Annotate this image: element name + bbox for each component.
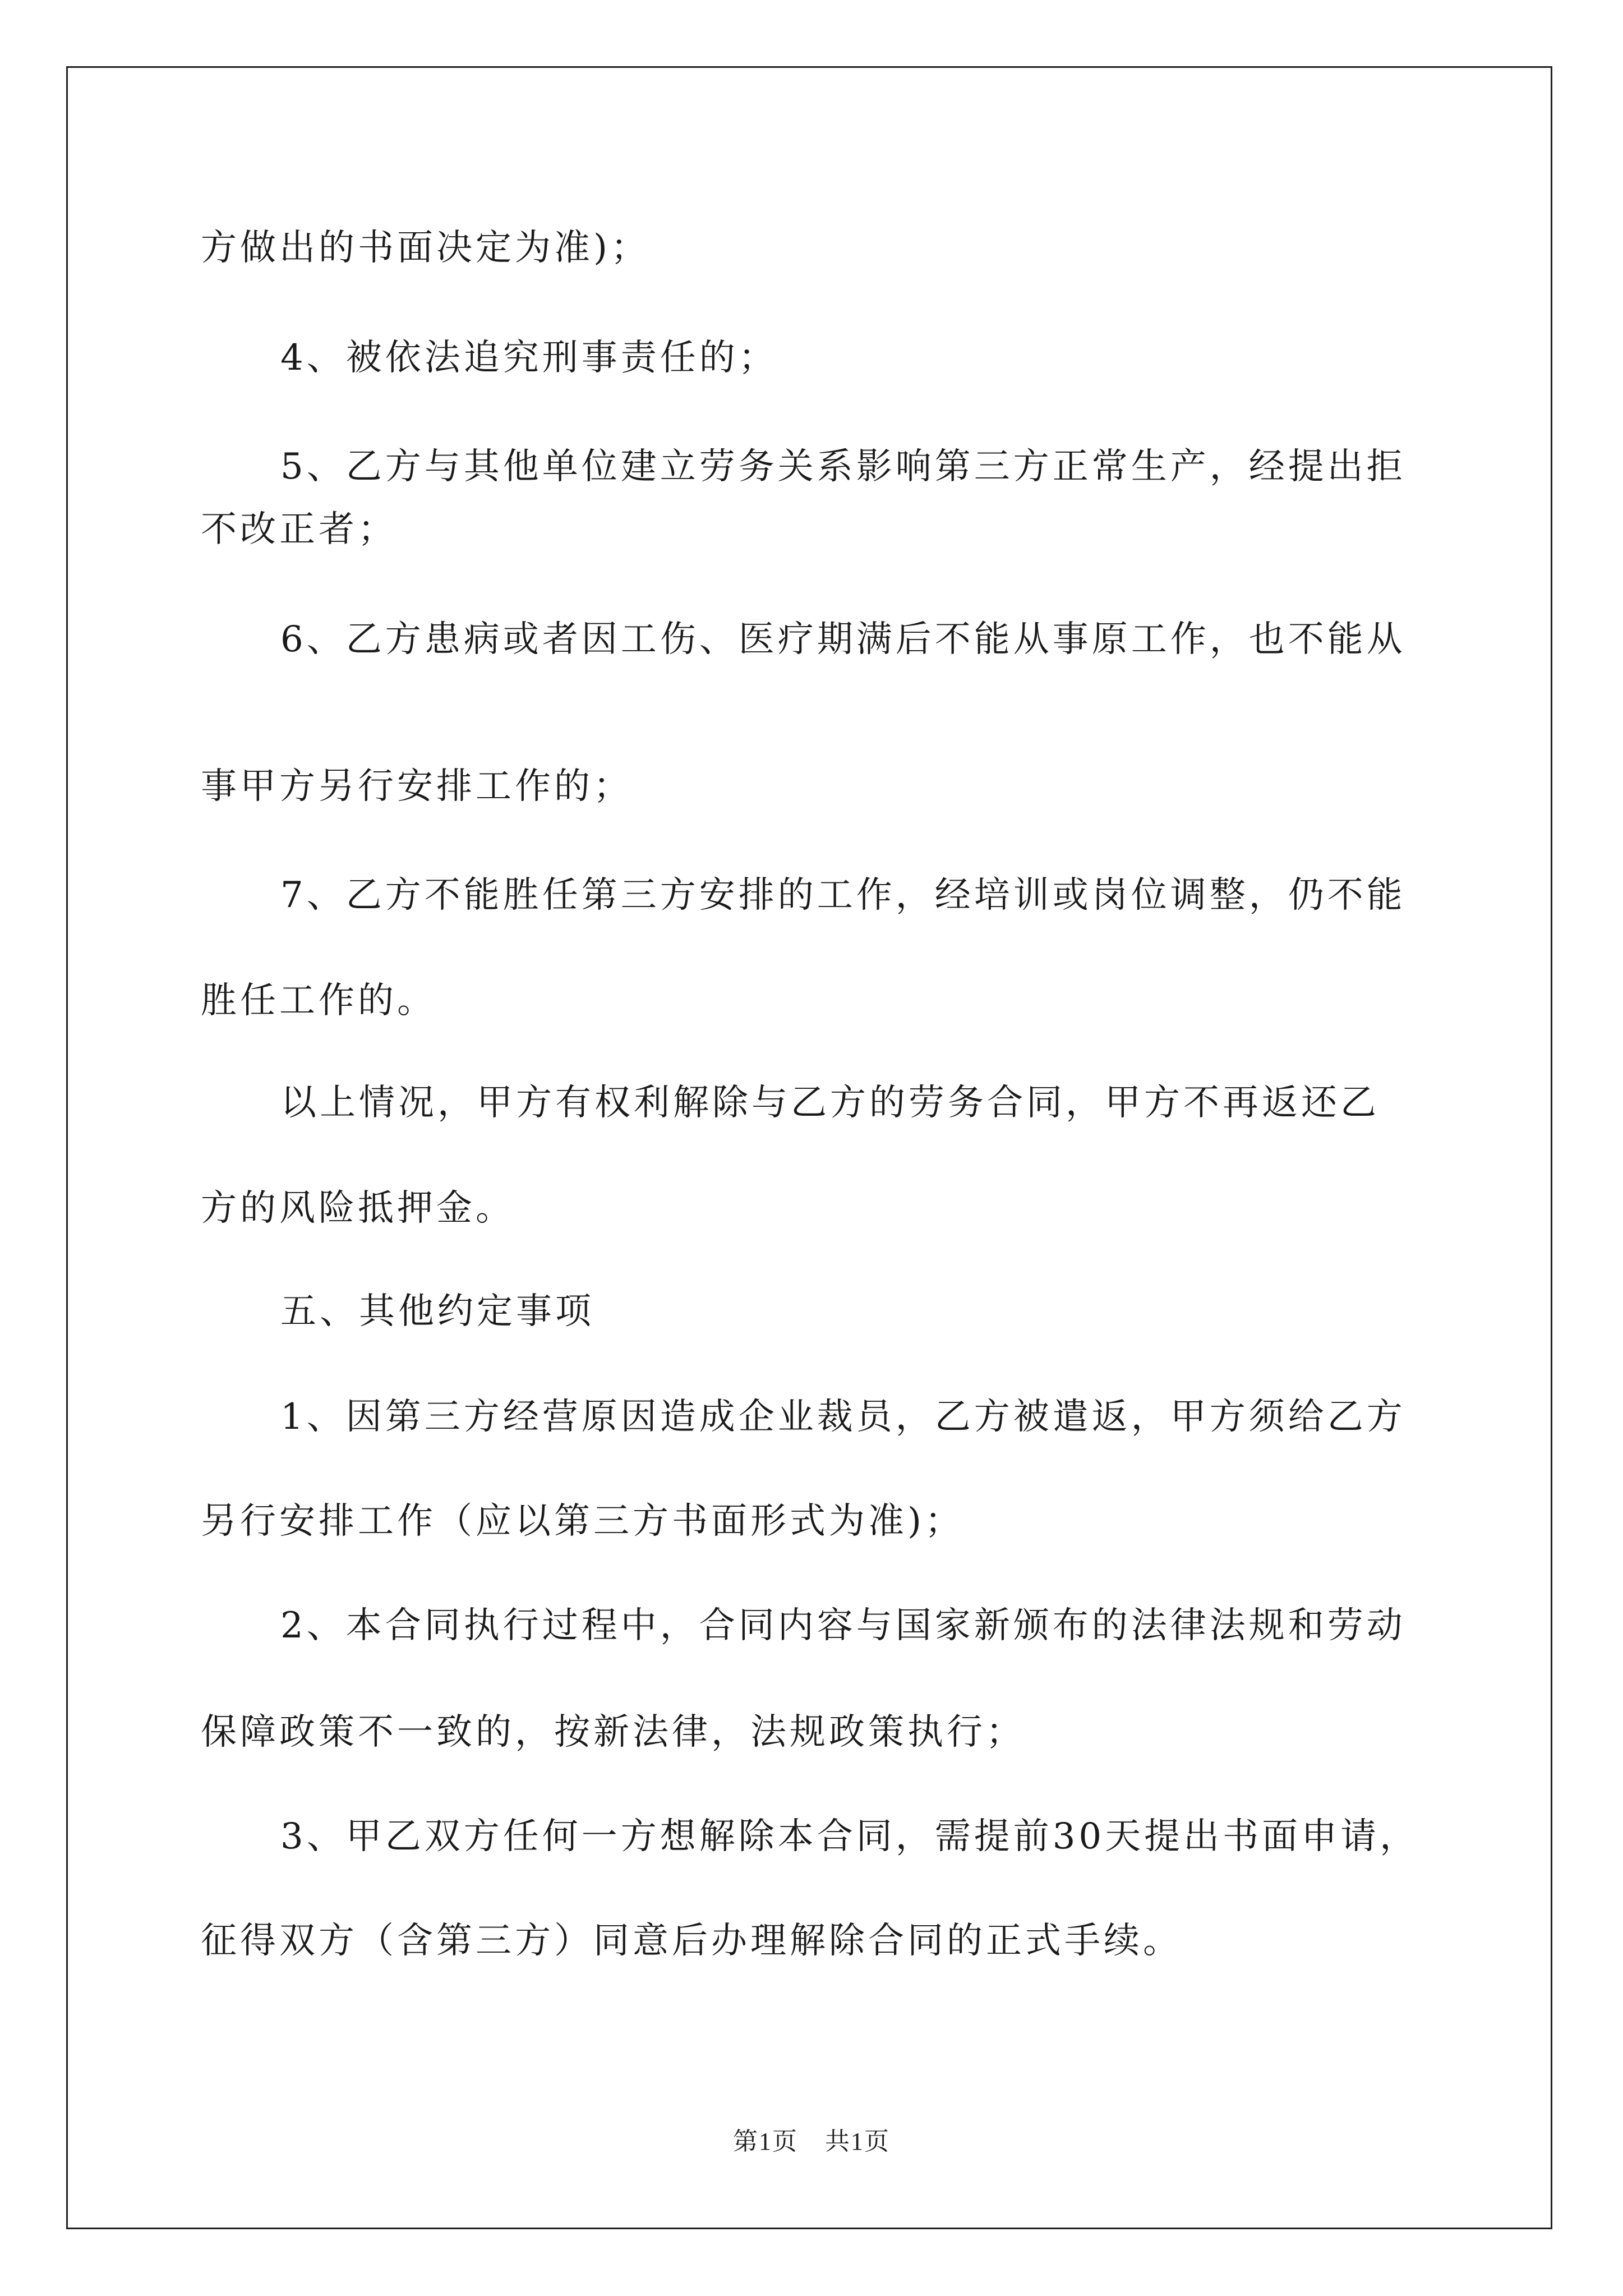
text-line: 7、乙方不能胜任第三方安排的工作，经培训或岗位调整，仍不能 [280,875,1406,916]
page-footer [0,2129,1623,2154]
text-line: 2、本合同执行过程中，合同内容与国家新颁布的法律法规和劳动 [280,1605,1406,1646]
text-line: 事甲方另行安排工作的； [201,766,633,807]
text-line: 以上情况，甲方有权利解除与乙方的劳务合同，甲方不再返还乙 [280,1082,1380,1124]
text-line: 6、乙方患病或者因工伤、医疗期满后不能从事原工作，也不能从 [280,619,1406,660]
text-line: 征得双方（含第三方）同意后办理解除合同的正式手续。 [201,1920,1182,1962]
text-line: 3、甲乙双方任何一方想解除本合同，需提前30天提出书面申请， [280,1816,1419,1857]
text-line: 方做出的书面决定为准)； [201,227,650,269]
page-total: 共1页 [825,2128,890,2155]
page-number: 第1页 [733,2128,798,2155]
text-line: 胜任工作的。 [201,980,436,1022]
text-line: 保障政策不一致的，按新法律，法规政策执行； [201,1711,1025,1753]
section-heading: 五、其他约定事项 [280,1291,594,1332]
text-line: 5、乙方与其他单位建立劳务关系影响第三方正常生产，经提出拒 [280,446,1406,487]
text-line: 不改正者； [201,509,397,550]
text-line: 1、因第三方经营原因造成企业裁员，乙方被遣返，甲方须给乙方 [280,1396,1406,1438]
page-border [66,66,1552,2229]
text-line: 方的风险抵押金。 [201,1188,515,1229]
text-line: 另行安排工作（应以第三方书面形式为准)； [201,1501,964,1542]
text-line: 4、被依法追究刑事责任的； [280,337,778,379]
